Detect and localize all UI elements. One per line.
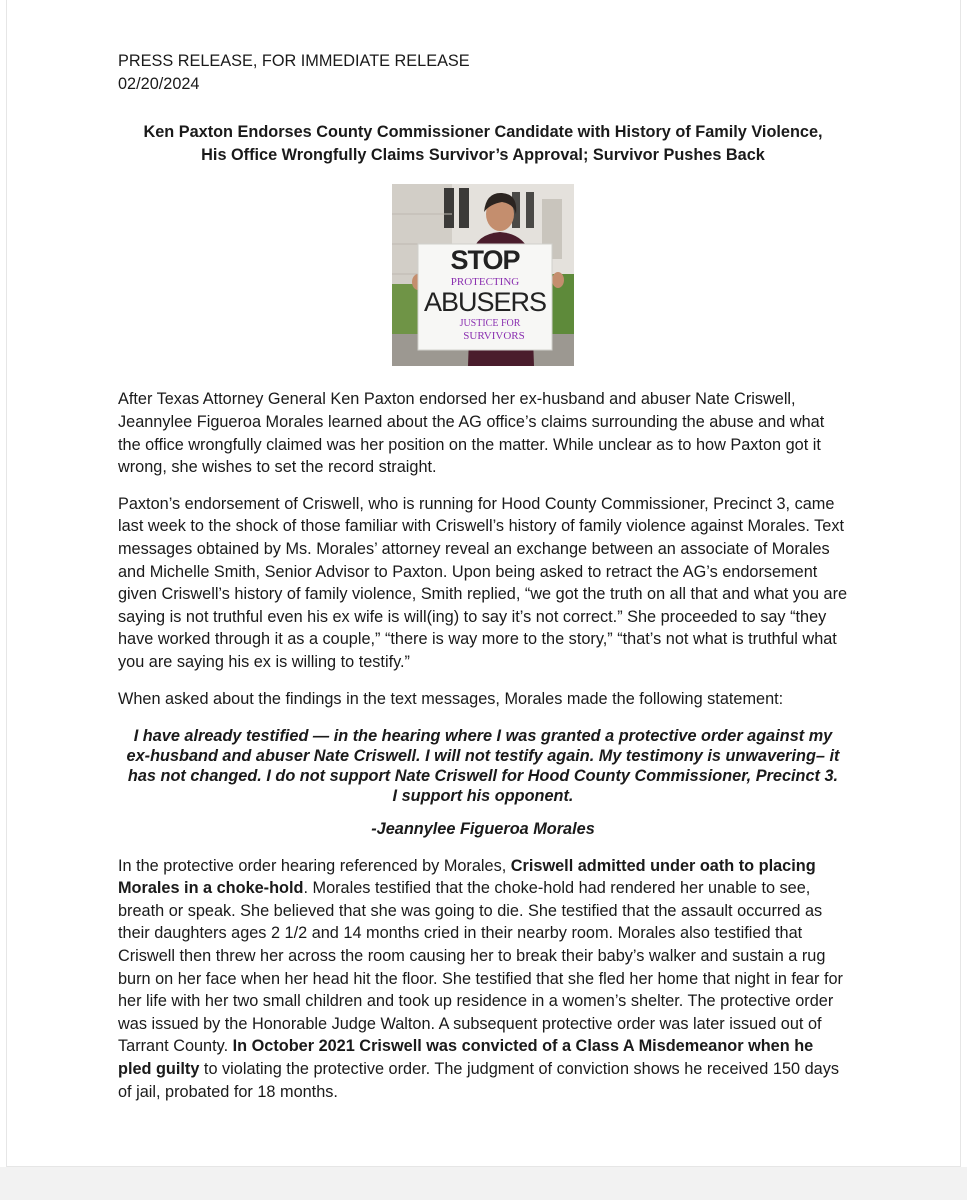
sign-text-survivors: SURVIVORS: [463, 330, 525, 343]
sign-text-protecting: PROTECTING: [450, 276, 520, 289]
sign-text-abusers: ABUSERS: [423, 287, 547, 318]
paragraph-4-part-1: In the protective order hearing referenced by Morales,: [118, 856, 511, 875]
paragraph-3: When asked about the findings in the text messages, Morales made the following statement:: [118, 689, 784, 708]
press-release-body: [118, 50, 848, 1103]
headline-line-1: Ken Paxton Endorses County Commissioner Candidate with History of Family Violence,: [143, 123, 823, 142]
protest-photo: [392, 184, 574, 366]
paragraph-2: Paxton’s endorsement of Criswell, who is running for Hood County Commissioner, Precinct 3, came last week to the shock of those familiar with Criswell’s history of family violence against Morales. Text messages obtained by Ms. Morales’ attorney reveal an exchange between an associate of Morales and Michelle Smith, Senior Advisor to Paxton. Upon being asked to retract the AG’s endorsement given Criswell’s history of family violence, Smith replied, “we got the truth on all that and what you are saying is not truthful even his ex wife is will(ing) to say it’s not correct.” She proceeded to say “they have worked through it as a couple,” “there is way more to the story,” “that’s not what is truthful what you are saying his ex is willing to testify.”: [118, 494, 848, 671]
paragraph-4-bold-1: Criswell admitted under oath to placing Morales in a choke-hold: [118, 856, 816, 898]
headline-line-2: His Office Wrongfully Claims Survivor’s Approval; Survivor Pushes Back: [201, 145, 765, 164]
paragraph-4-part-2: . Morales testified that the choke-hold had rendered her unable to see, breath or speak. She believed that she was going to die. She testified that the assault occurred as their daughters ages 2 1/2 and 14 months cried in their nearby room. Morales also testified that Criswell then threw her across the room causing her to break their baby’s walker and sustain a rug burn on her face when her head hit the floor. She testified that she fled her home that night in fear for her life with her two small children and took up residence in a women’s shelter. The protective order was issued by the Honorable Judge Walton. A subsequent protective order was later issued out of Tarrant County.: [118, 879, 843, 1056]
paragraph-4: [118, 855, 848, 1104]
release-date: 02/20/2024: [118, 74, 200, 93]
paragraph-4-bold-2: In October 2021 Criswell was convicted of a Class A Misdemeanor when he pled guilty: [118, 1037, 814, 1079]
sign-text-stop: STOP: [450, 245, 520, 276]
quote-attribution: -Jeannylee Figueroa Morales: [371, 820, 595, 839]
paragraph-4-part-3: to violating the protective order. The judgment of conviction shows he received 150 days of jail, probated for 18 months.: [118, 1060, 839, 1101]
sign-text-justice: JUSTICE FOR: [459, 318, 521, 330]
bottom-margin: [0, 1167, 967, 1200]
release-label: PRESS RELEASE, FOR IMMEDIATE RELEASE: [118, 52, 470, 70]
paragraph-1: After Texas Attorney General Ken Paxton endorsed her ex-husband and abuser Nate Criswell, Jeannylee Figueroa Morales learned about the AG office’s claims surrounding the abuse and what the office wrongfully claimed was her position on the matter. While unclear as to how Paxton got it wrong, she wishes to set the record straight.: [118, 390, 825, 477]
statement-quote: I have already testified — in the hearing where I was granted a protective order against my ex-husband and abuser Nate Criswell. I will not testify again. My testimony is unwavering– it has not changed. I do not support Nate Criswell for Hood County Commissioner, Precinct 3. I support his opponent.: [126, 727, 840, 806]
headline: [118, 121, 848, 166]
